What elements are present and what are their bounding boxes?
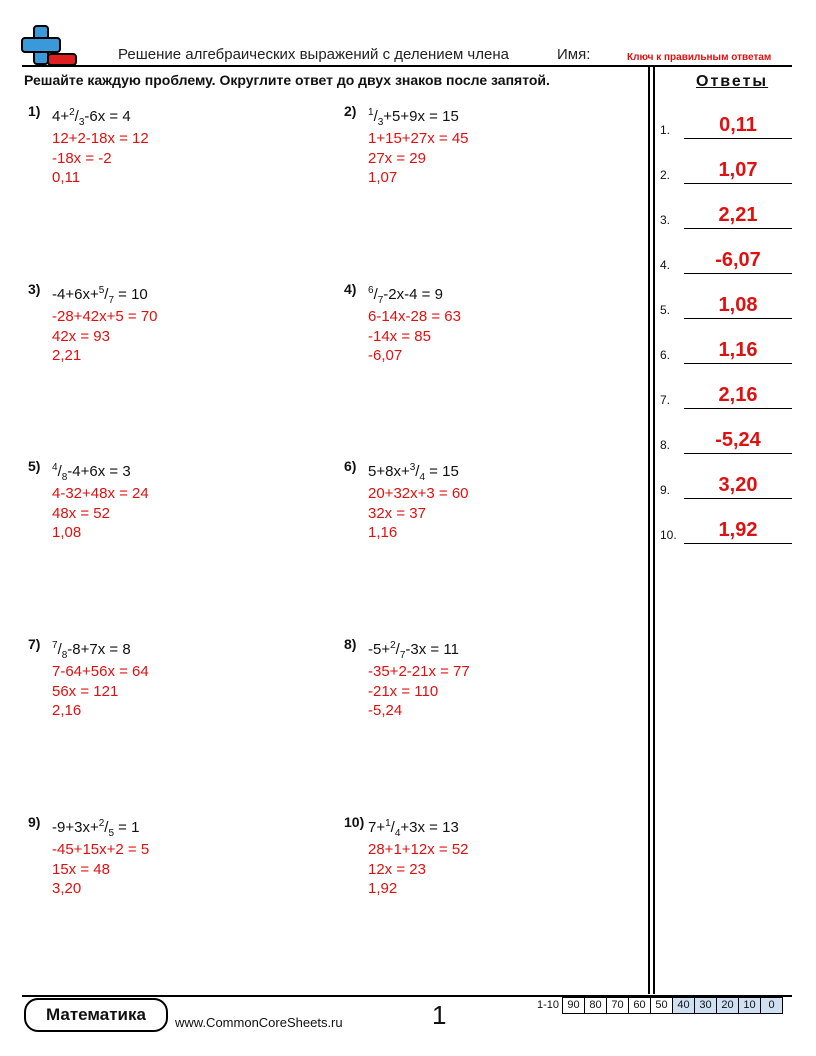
answer-number: 7. bbox=[660, 393, 671, 407]
answer-blank-line bbox=[684, 543, 792, 544]
solution-step: -21x = 110 bbox=[368, 682, 439, 700]
answer-value: 2,16 bbox=[718, 384, 758, 406]
solution-step: -5,24 bbox=[368, 702, 403, 719]
fraction-slash: / bbox=[373, 286, 378, 303]
equation-sup: 4 bbox=[52, 462, 58, 473]
solution-step: -45+15x+2 = 5 bbox=[52, 841, 150, 858]
answer-number: 5. bbox=[660, 303, 671, 317]
equation-pre: -5+ bbox=[368, 641, 391, 658]
problem-number: 6) bbox=[344, 458, 357, 474]
score-cell: 80 bbox=[584, 997, 607, 1014]
solution-step: -6,07 bbox=[368, 347, 403, 364]
equation-post: -2x-4 = 9 bbox=[383, 286, 443, 303]
solution-step: -28+42x+5 = 70 bbox=[52, 308, 158, 325]
header-divider bbox=[22, 65, 792, 67]
equation-sub: 7 bbox=[377, 295, 384, 306]
answer-row bbox=[660, 334, 792, 364]
problem-number: 5) bbox=[28, 458, 41, 474]
answer-row bbox=[660, 379, 792, 409]
answer-value: 1,16 bbox=[718, 339, 758, 361]
solution-step: 20+32x+3 = 60 bbox=[368, 485, 469, 502]
answer-number: 4. bbox=[660, 258, 671, 272]
answer-key-label: Ключ к правильным ответам bbox=[627, 52, 772, 63]
problem-5 bbox=[28, 458, 318, 568]
equation-sup: 2 bbox=[98, 818, 105, 829]
problem-number: 8) bbox=[344, 636, 357, 652]
answer-value: 1,07 bbox=[718, 159, 758, 181]
equation-sup: 2 bbox=[69, 107, 75, 118]
problem-equation bbox=[52, 107, 131, 128]
solution-step: -35+2-21x = 77 bbox=[368, 663, 470, 680]
plus-minus-logo-icon bbox=[20, 24, 80, 68]
problem-number: 1) bbox=[28, 103, 41, 119]
solution-step: 42x = 93 bbox=[52, 327, 110, 345]
equation-post: -4+6x = 3 bbox=[67, 463, 131, 480]
problem-equation bbox=[368, 640, 459, 661]
fraction-slash: / bbox=[373, 108, 378, 125]
score-cell: 0 bbox=[760, 997, 783, 1014]
solution-step: -14x = 85 bbox=[368, 327, 431, 345]
problem-9 bbox=[28, 814, 318, 924]
problem-equation bbox=[368, 462, 459, 483]
worksheet-title: Решение алгебраических выражений с делением члена bbox=[118, 46, 509, 63]
equation-sup: 2 bbox=[390, 640, 396, 651]
fraction-slash: / bbox=[104, 819, 109, 836]
solution-step: 7-64+56x = 64 bbox=[52, 663, 149, 680]
score-table bbox=[533, 997, 783, 1014]
solution-step: 48x = 52 bbox=[52, 504, 110, 522]
problem-4 bbox=[344, 281, 634, 391]
score-cell: 20 bbox=[716, 997, 739, 1014]
answer-blank-line bbox=[684, 318, 792, 319]
solution-step: 1,07 bbox=[368, 169, 398, 186]
score-range-label: 1-10 bbox=[536, 999, 560, 1011]
problem-2 bbox=[344, 103, 634, 213]
fraction-slash: / bbox=[57, 641, 62, 658]
answer-row bbox=[660, 199, 792, 229]
equation-sub: 8 bbox=[61, 472, 68, 483]
fraction-slash: / bbox=[390, 819, 395, 836]
answer-blank-line bbox=[684, 273, 792, 274]
equation-post: -8+7x = 8 bbox=[67, 641, 131, 658]
equation-sup: 5 bbox=[98, 285, 105, 296]
score-cell: 10 bbox=[738, 997, 761, 1014]
equation-sup: 3 bbox=[409, 462, 416, 473]
solution-step: 1+15+27x = 45 bbox=[368, 130, 469, 147]
problem-8 bbox=[344, 636, 634, 746]
solution-step: 12+2-18x = 12 bbox=[52, 130, 149, 147]
page-number: 1 bbox=[432, 1000, 447, 1030]
score-cell: 30 bbox=[694, 997, 717, 1014]
equation-sub: 7 bbox=[399, 650, 406, 661]
equation-sup: 7 bbox=[52, 640, 58, 651]
answer-blank-line bbox=[684, 498, 792, 499]
answer-column-divider bbox=[648, 67, 650, 994]
equation-sub: 4 bbox=[419, 472, 426, 483]
fraction-slash: / bbox=[57, 463, 62, 480]
equation-pre: -4+6x+ bbox=[52, 286, 99, 303]
equation-sub: 5 bbox=[108, 828, 114, 839]
problem-equation bbox=[52, 818, 139, 839]
solution-step: 0,11 bbox=[52, 169, 81, 186]
equation-sup: 1 bbox=[385, 818, 391, 829]
problem-7 bbox=[28, 636, 318, 746]
equation-sub: 7 bbox=[108, 295, 114, 306]
answer-row bbox=[660, 109, 792, 139]
answer-number: 2. bbox=[660, 168, 671, 182]
solution-step: 56x = 121 bbox=[52, 682, 119, 700]
solution-step: 27x = 29 bbox=[368, 149, 426, 167]
answer-blank-line bbox=[684, 408, 792, 409]
answer-blank-line bbox=[684, 228, 792, 229]
problem-equation bbox=[368, 107, 459, 128]
answer-row bbox=[660, 154, 792, 184]
solution-step: 1,08 bbox=[52, 524, 82, 541]
fraction-slash: / bbox=[415, 463, 420, 480]
equation-sub: 8 bbox=[61, 650, 68, 661]
answer-row bbox=[660, 469, 792, 499]
problem-number: 4) bbox=[344, 281, 357, 297]
problem-number: 3) bbox=[28, 281, 41, 297]
equation-pre: -9+3x+ bbox=[52, 819, 99, 836]
answer-row bbox=[660, 244, 792, 274]
equation-post: +3x = 13 bbox=[400, 819, 459, 836]
equation-post: = 15 bbox=[425, 463, 459, 480]
answer-number: 1. bbox=[660, 123, 671, 137]
equation-sub: 3 bbox=[377, 117, 384, 128]
equation-pre: 5+8x+ bbox=[368, 463, 410, 480]
answer-blank-line bbox=[684, 363, 792, 364]
problem-number: 10) bbox=[344, 814, 365, 830]
equation-sub: 4 bbox=[394, 828, 401, 839]
solution-step: 3,20 bbox=[52, 880, 82, 897]
site-url: www.CommonCoreSheets.ru bbox=[175, 1015, 343, 1030]
equation-post: = 10 bbox=[114, 286, 148, 303]
answers-heading: Ответы bbox=[696, 73, 769, 90]
answer-row bbox=[660, 514, 792, 544]
solution-step: 1,92 bbox=[368, 880, 398, 897]
solution-step: 15x = 48 bbox=[52, 860, 110, 878]
problem-6 bbox=[344, 458, 634, 568]
problem-equation bbox=[52, 285, 148, 306]
solution-step: 12x = 23 bbox=[368, 860, 426, 878]
answer-column-divider bbox=[653, 67, 655, 994]
score-cell: 60 bbox=[628, 997, 651, 1014]
problem-number: 7) bbox=[28, 636, 41, 652]
score-cell: 40 bbox=[672, 997, 695, 1014]
answer-value: 3,20 bbox=[718, 474, 758, 496]
answer-row bbox=[660, 289, 792, 319]
solution-step: 32x = 37 bbox=[368, 504, 426, 522]
solution-step: 28+1+12x = 52 bbox=[368, 841, 469, 858]
answer-row bbox=[660, 424, 792, 454]
score-cell: 70 bbox=[606, 997, 629, 1014]
equation-sup: 6 bbox=[368, 285, 374, 296]
answer-number: 3. bbox=[660, 213, 671, 227]
problem-equation bbox=[368, 818, 459, 839]
answer-blank-line bbox=[684, 138, 792, 139]
answer-number: 9. bbox=[660, 483, 671, 497]
answer-number: 8. bbox=[660, 438, 671, 452]
problem-number: 9) bbox=[28, 814, 41, 830]
solution-step: -18x = -2 bbox=[52, 149, 112, 167]
problem-equation bbox=[52, 462, 131, 483]
equation-post: = 1 bbox=[114, 819, 140, 836]
equation-post: -6x = 4 bbox=[84, 108, 131, 125]
score-cell: 50 bbox=[650, 997, 673, 1014]
score-cell: 90 bbox=[562, 997, 585, 1014]
instructions: Решайте каждую проблему. Округлите ответ до двух знаков после запятой. bbox=[24, 72, 550, 88]
answer-value: -6,07 bbox=[715, 249, 761, 271]
problem-equation bbox=[52, 640, 131, 661]
problem-3 bbox=[28, 281, 318, 391]
answer-value: -5,24 bbox=[715, 429, 761, 451]
problem-equation bbox=[368, 285, 443, 306]
equation-post: -3x = 11 bbox=[405, 641, 459, 658]
solution-step: 2,21 bbox=[52, 347, 82, 364]
answer-blank-line bbox=[684, 453, 792, 454]
answer-number: 10. bbox=[660, 528, 677, 542]
equation-pre: 7+ bbox=[368, 819, 386, 836]
equation-pre: 4+ bbox=[52, 108, 70, 125]
equation-sup: 1 bbox=[368, 107, 374, 118]
solution-step: 1,16 bbox=[368, 524, 398, 541]
answer-value: 1,08 bbox=[718, 294, 758, 316]
answer-number: 6. bbox=[660, 348, 671, 362]
equation-sub: 3 bbox=[78, 117, 85, 128]
solution-step: 4-32+48x = 24 bbox=[52, 485, 149, 502]
answer-value: 1,92 bbox=[718, 519, 758, 541]
problem-number: 2) bbox=[344, 103, 357, 119]
problem-10 bbox=[344, 814, 634, 924]
brand-badge: Математика bbox=[24, 998, 168, 1032]
fraction-slash: / bbox=[74, 108, 79, 125]
solution-step: 2,16 bbox=[52, 702, 82, 719]
fraction-slash: / bbox=[395, 641, 400, 658]
solution-step: 6-14x-28 = 63 bbox=[368, 308, 461, 325]
answer-blank-line bbox=[684, 183, 792, 184]
name-label: Имя: bbox=[557, 46, 591, 63]
fraction-slash: / bbox=[104, 286, 109, 303]
answer-value: 2,21 bbox=[718, 204, 758, 226]
equation-post: +5+9x = 15 bbox=[383, 108, 459, 125]
answer-value: 0,11 bbox=[719, 114, 757, 136]
problem-1 bbox=[28, 103, 318, 213]
